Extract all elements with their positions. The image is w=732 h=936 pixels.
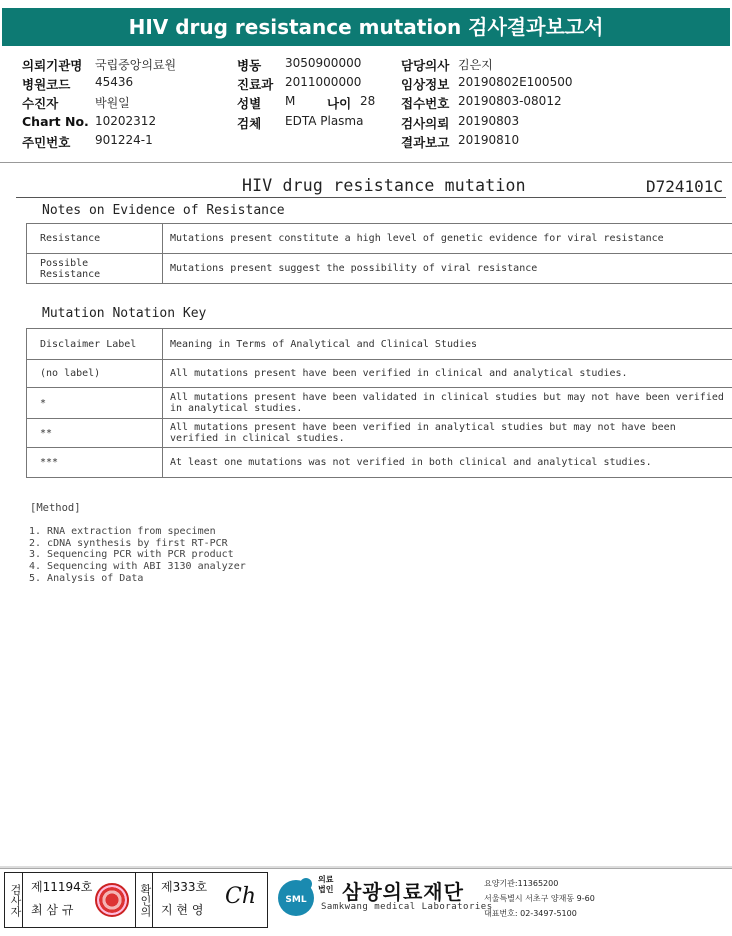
official-seal xyxy=(95,883,129,917)
table-row xyxy=(27,448,732,478)
patient-info xyxy=(22,56,712,156)
notation-value: All mutations present have been verified in clinical and analytical studies. xyxy=(163,360,732,388)
report-date-value: 20190810 xyxy=(458,133,520,147)
chart-no-value: 10202312 xyxy=(95,114,157,128)
notation-key: *** xyxy=(27,448,163,478)
method-step: 5. Analysis of Data xyxy=(29,572,144,584)
lab-code: 요양기관:11365200 xyxy=(484,879,559,888)
method-step: 4. Sequencing with ABI 3130 analyzer xyxy=(29,561,246,573)
notation-key: (no label) xyxy=(27,360,163,388)
method-step: 2. cDNA synthesis by first RT-PCR xyxy=(29,537,228,549)
table-row xyxy=(27,254,732,284)
evidence-table xyxy=(26,223,732,284)
doctor-value: 김은지 xyxy=(458,58,493,72)
table-row xyxy=(27,388,732,419)
clinical-info-value: 20190802E100500 xyxy=(458,75,573,89)
sex-value: M xyxy=(285,94,296,108)
method-list xyxy=(29,526,246,585)
resident-no-value: 901224-1 xyxy=(95,133,153,147)
notation-key: ** xyxy=(27,419,163,448)
lab-name: 삼광의료재단 xyxy=(342,880,464,904)
confirmer-role: 확인의 xyxy=(135,873,153,927)
confirmer-license: 제333호 xyxy=(161,880,208,894)
lab-phone: 대표번호: 02-3497-5100 xyxy=(484,909,577,918)
lab-contact xyxy=(484,876,595,921)
method-step: 1. RNA extraction from specimen xyxy=(29,526,216,537)
patient-label: 수진자 xyxy=(22,96,59,111)
method-step: 3. Sequencing PCR with PCR product xyxy=(29,549,234,561)
title-rule xyxy=(16,197,726,198)
sex-label: 성별 xyxy=(237,96,262,111)
confirmer-name: 지 현 영 xyxy=(161,903,204,917)
report-banner: HIV drug resistance mutation 검사결과보고서 xyxy=(2,8,730,46)
ward-value: 3050900000 xyxy=(285,56,362,70)
specimen-label: 검체 xyxy=(237,116,262,131)
table-row xyxy=(27,329,732,360)
dept-label: 진료과 xyxy=(237,77,274,92)
lab-prefix1: 의료 xyxy=(318,875,334,884)
notation-header-key: Disclaimer Label xyxy=(27,329,163,360)
table-row xyxy=(27,419,732,448)
request-date-label: 검사의뢰 xyxy=(401,116,450,131)
resident-no-label: 주민번호 xyxy=(22,135,71,150)
notation-value: At least one mutations was not verified in both clinical and analytical studies. xyxy=(163,448,732,478)
report-date-label: 결과보고 xyxy=(401,135,450,150)
signature-box xyxy=(4,872,268,928)
lab-badge: SML xyxy=(285,895,307,905)
receipt-no-value: 20190803-08012 xyxy=(458,94,562,108)
tester-name: 최 삼 규 xyxy=(31,903,74,917)
specimen-value: EDTA Plasma xyxy=(285,114,364,128)
chart-no-label: Chart No. xyxy=(22,114,89,129)
lab-prefix2: 법인 xyxy=(318,885,334,894)
dept-value: 2011000000 xyxy=(285,75,362,89)
evidence-key: Possible Resistance xyxy=(27,254,163,284)
lab-logo-icon xyxy=(272,872,320,920)
info-divider xyxy=(0,162,732,163)
report-code: D724101C xyxy=(646,177,724,196)
report-footer xyxy=(0,866,732,936)
evidence-section-title: Notes on Evidence of Resistance xyxy=(42,203,285,218)
table-row xyxy=(27,224,732,254)
age-label: 나이 xyxy=(327,96,352,111)
lab-address: 서울특별시 서초구 양재동 9-60 xyxy=(484,894,595,903)
evidence-value: Mutations present suggest the possibility of viral resistance xyxy=(163,254,732,284)
evidence-key: Resistance xyxy=(27,224,163,254)
table-row xyxy=(27,360,732,388)
receipt-no-label: 접수번호 xyxy=(401,96,450,111)
ward-label: 병동 xyxy=(237,58,262,73)
age-value: 28 xyxy=(360,94,376,108)
confirmer-signature: Ch xyxy=(225,884,257,909)
method-title: [Method] xyxy=(30,502,81,514)
patient-value: 박원일 xyxy=(95,96,130,110)
tester-role: 검사자 xyxy=(5,873,23,927)
org-value: 국립중앙의료원 xyxy=(95,58,177,72)
notation-section-title: Mutation Notation Key xyxy=(42,306,207,321)
hospital-code-label: 병원코드 xyxy=(22,77,71,92)
report-title: HIV drug resistance mutation xyxy=(242,176,526,195)
notation-value: All mutations present have been validated in clinical studies but may not have been verified in analytical studies. xyxy=(163,388,732,419)
notation-header-value: Meaning in Terms of Analytical and Clinical Studies xyxy=(163,329,732,360)
evidence-value: Mutations present constitute a high level of genetic evidence for viral resistance xyxy=(163,224,732,254)
report-body xyxy=(0,166,732,866)
org-label: 의뢰기관명 xyxy=(22,58,83,73)
notation-key: * xyxy=(27,388,163,419)
hospital-code-value: 45436 xyxy=(95,75,134,89)
clinical-info-label: 임상정보 xyxy=(401,77,450,92)
notation-table xyxy=(26,328,732,478)
request-date-value: 20190803 xyxy=(458,114,520,128)
tester-license: 제11194호 xyxy=(31,880,93,894)
footer-rule xyxy=(0,866,732,869)
notation-value: All mutations present have been verified in analytical studies but may not have been verified in clinical studies. xyxy=(163,419,732,448)
lab-prefix xyxy=(318,875,333,895)
doctor-label: 담당의사 xyxy=(401,58,450,73)
lab-english-name: Samkwang medical Laboratories xyxy=(321,902,493,912)
